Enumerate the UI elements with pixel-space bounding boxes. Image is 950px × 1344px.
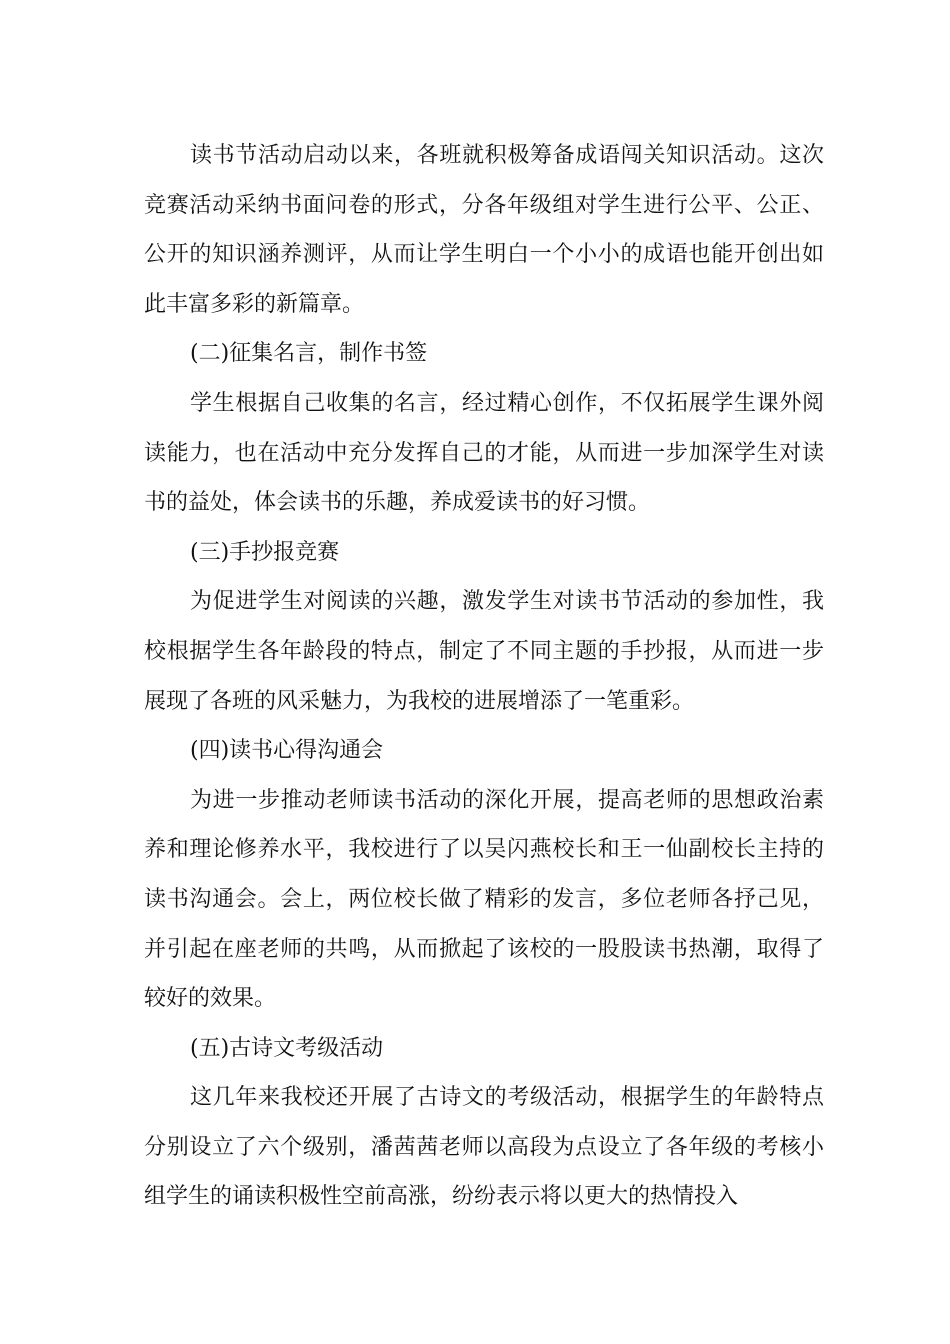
section-heading-handwritten-newspaper: (三)手抄报竞赛 — [190, 539, 340, 565]
paragraph-reading-exchange: 为进一步推动老师读书活动的深化开展，提高老师的思想政治素养和理论修养水平，我校进行了以吴闪燕校长和王一仙副校长主持的读书沟通会。会上，两位校长做了精彩的发言，多位老师各抒己见，并引起在座老师的共鸣，从而掀起了该校的一股股读书热潮，取得了较好的效果。 — [144, 787, 824, 1012]
paragraph-poetry-grading: 这几年来我校还开展了古诗文的考级活动，根据学生的年龄特点分别设立了六个级别，潘茜茜老师以高段为点设立了各年级的考核小组学生的诵读积极性空前高涨，纷纷表示将以更大的热情投入 — [144, 1085, 824, 1210]
document-body — [144, 131, 824, 1222]
paragraph-bookmarks: 学生根据自己收集的名言，经过精心创作，不仅拓展学生课外阅读能力，也在活动中充分发挥自己的才能，从而进一步加深学生对读书的益处，体会读书的乐趣，养成爱读书的好习惯。 — [144, 390, 824, 516]
section-heading-bookmarks: (二)征集名言，制作书签 — [190, 341, 428, 367]
paragraph-handwritten-newspaper: 为促进学生对阅读的兴趣，激发学生对读书节活动的参加性，我校根据学生各年龄段的特点，制定了不同主题的手抄报，从而进一步展现了各班的风采魅力，为我校的进展增添了一笔重彩。 — [144, 589, 824, 714]
section-heading-poetry-grading: (五)古诗文考级活动 — [190, 1035, 384, 1061]
section-heading-reading-exchange: (四)读书心得沟通会 — [190, 738, 384, 764]
paragraph-idiom-contest: 读书节活动启动以来，各班就积极筹备成语闯关知识活动。这次竞赛活动采纳书面问卷的形式，分各年级组对学生进行公平、公正、公开的知识涵养测评，从而让学生明白一个小小的成语也能开创出如此丰富多彩的新篇章。 — [144, 143, 824, 317]
